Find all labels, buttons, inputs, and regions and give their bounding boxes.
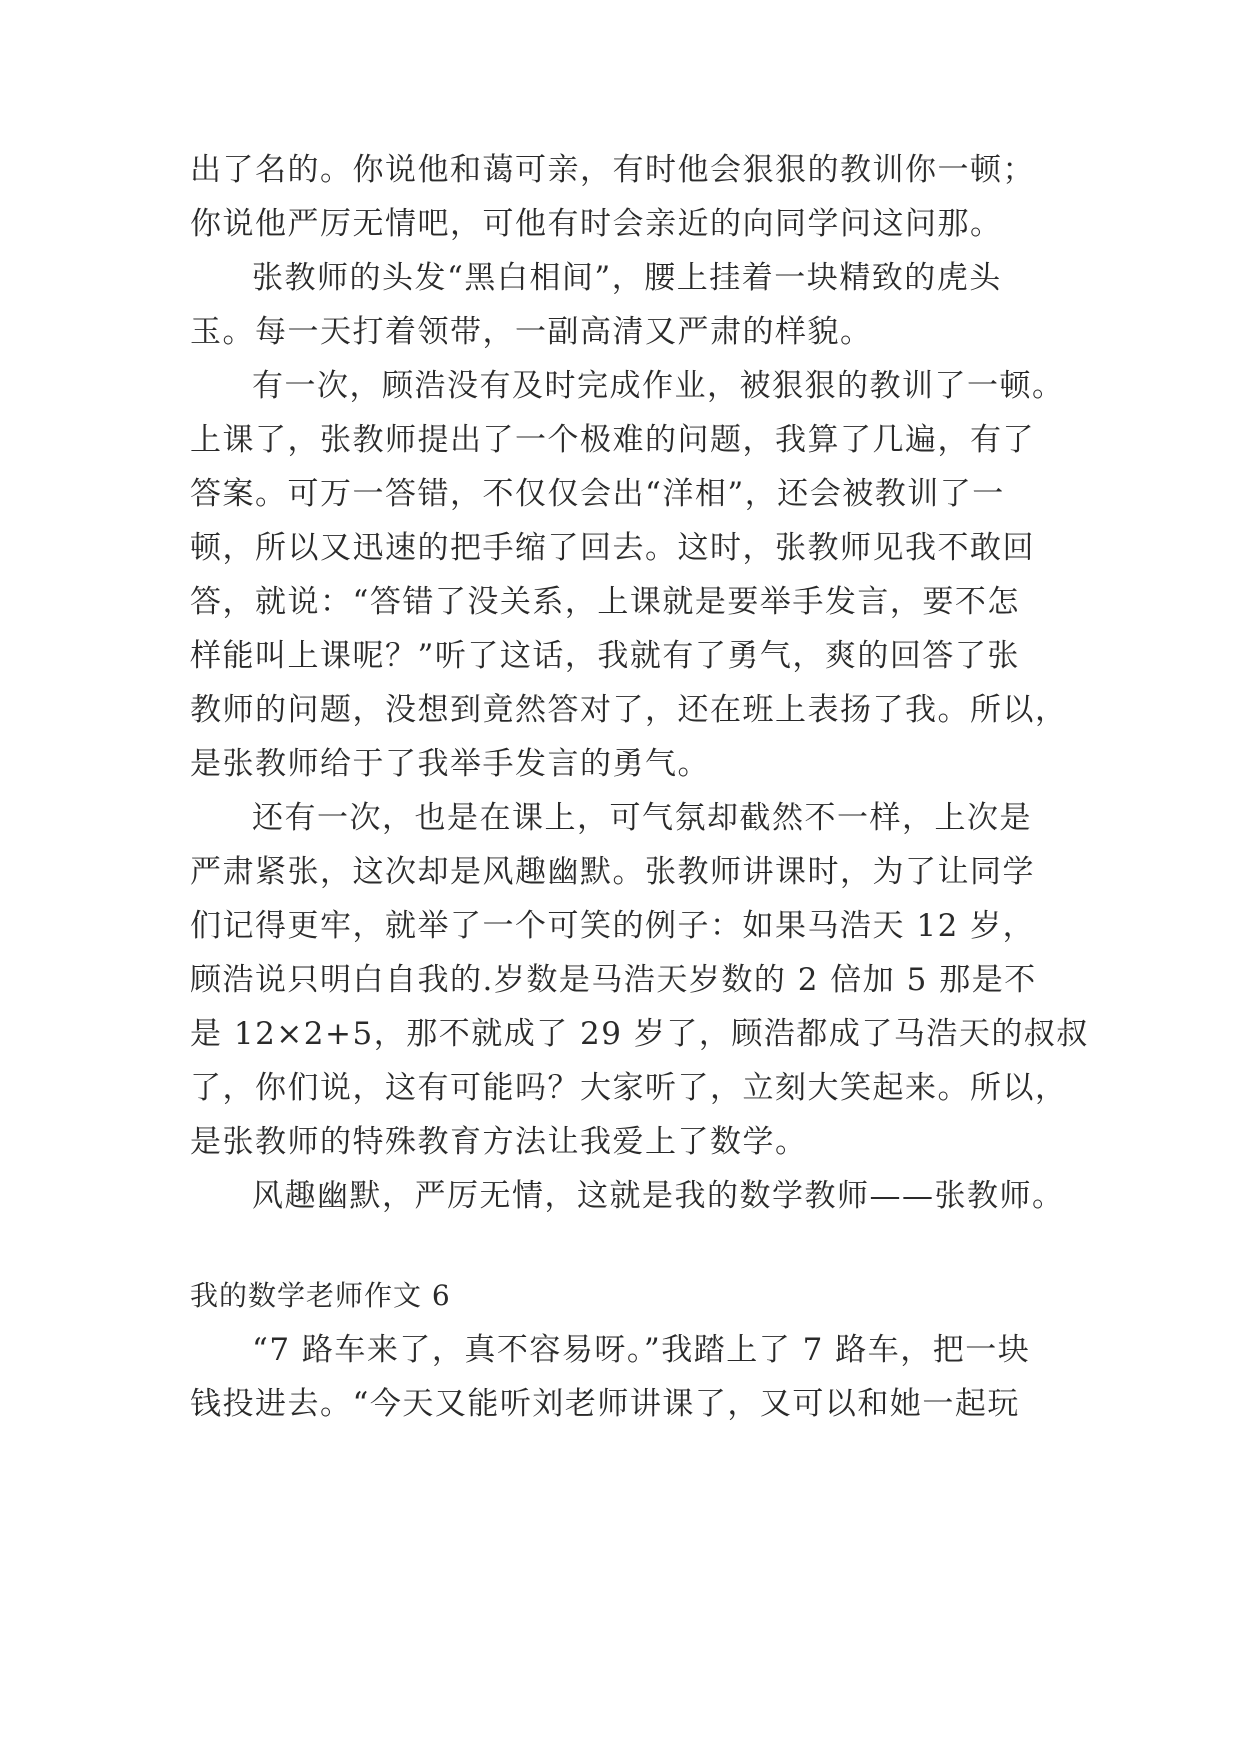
paragraph-1-line-1: 出了名的。你说他和蔼可亲，有时他会狠狠的教训你一顿；	[190, 152, 1035, 188]
paragraph-3-line-1: 有一次，顾浩没有及时完成作业，被狠狠的教训了一顿。	[252, 368, 1065, 404]
section-heading: 我的数学老师作文 6	[190, 1279, 451, 1312]
paragraph-4-line-5: 是 12×2+5，那不就成了 29 岁了，顾浩都成了马浩天的叔叔	[190, 1016, 1089, 1052]
paragraph-1-line-2: 你说他严厉无情吧，可他有时会亲近的向同学问这问那。	[190, 206, 1003, 242]
paragraph-4-line-4: 顾浩说只明白自我的.岁数是马浩天岁数的 2 倍加 5 那是不	[190, 962, 1037, 998]
paragraph-3-line-2: 上课了，张教师提出了一个极难的问题，我算了几遍，有了	[190, 422, 1035, 458]
paragraph-3-line-3: 答案。可万一答错，不仅仅会出“洋相”，还会被教训了一	[190, 476, 1005, 512]
paragraph-3-line-7: 教师的问题，没想到竟然答对了，还在班上表扬了我。所以，	[190, 692, 1068, 728]
paragraph-4-line-2: 严肃紧张，这次却是风趣幽默。张教师讲课时，为了让同学	[190, 854, 1035, 890]
paragraph-6-line-1: “7 路车来了，真不容易呀。”我踏上了 7 路车，把一块	[252, 1332, 1031, 1368]
paragraph-4-line-1: 还有一次，也是在课上，可气氛却截然不一样，上次是	[252, 800, 1032, 836]
paragraph-3-line-4: 顿，所以又迅速的把手缩了回去。这时，张教师见我不敢回	[190, 530, 1035, 566]
paragraph-2-line-2: 玉。每一天打着领带，一副高清又严肃的样貌。	[190, 314, 873, 350]
paragraph-3-line-6: 样能叫上课呢？”听了这话，我就有了勇气，爽的回答了张	[190, 638, 1020, 674]
paragraph-5-line-1: 风趣幽默，严厉无情，这就是我的数学教师——张教师。	[252, 1178, 1065, 1214]
paragraph-2-line-1: 张教师的头发“黑白相间”，腰上挂着一块精致的虎头	[252, 260, 1002, 296]
paragraph-6-line-2: 钱投进去。“今天又能听刘老师讲课了，又可以和她一起玩	[190, 1386, 1020, 1422]
paragraph-3-line-8: 是张教师给于了我举手发言的勇气。	[190, 746, 710, 782]
paragraph-3-line-5: 答，就说：“答错了没关系，上课就是要举手发言，要不怎	[190, 584, 1020, 620]
paragraph-4-line-6: 了，你们说，这有可能吗？大家听了，立刻大笑起来。所以，	[190, 1070, 1068, 1106]
paragraph-4-line-7: 是张教师的特殊教育方法让我爱上了数学。	[190, 1124, 808, 1160]
paragraph-4-line-3: 们记得更牢，就举了一个可笑的例子：如果马浩天 12 岁，	[190, 908, 1036, 944]
